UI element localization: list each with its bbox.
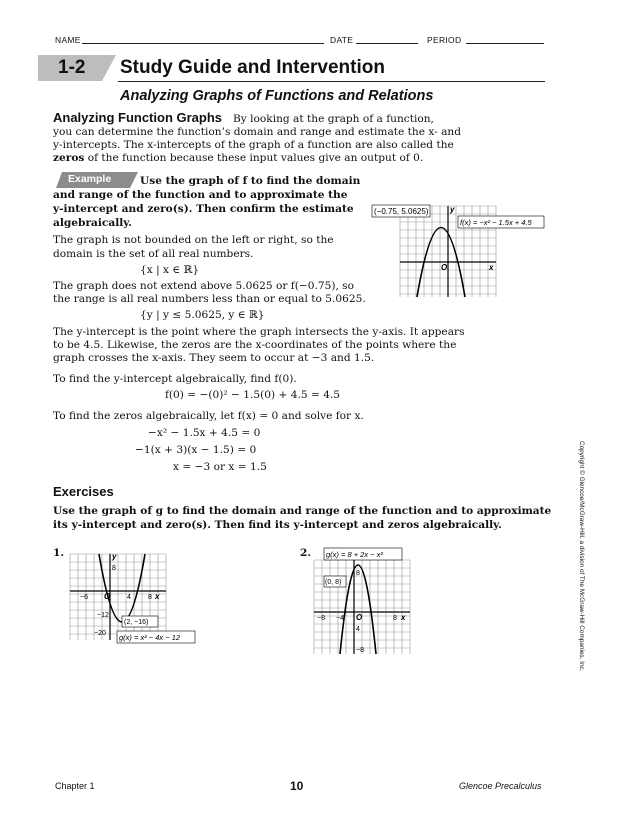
period-label: PERIOD [427, 35, 462, 45]
exercise-1-tick-4: 4 [127, 594, 131, 601]
exercise-1-y-label: y [112, 552, 117, 561]
page-title: Study Guide and Intervention [120, 57, 385, 78]
exercises-heading: Exercises [53, 484, 114, 499]
example-graph [370, 200, 546, 300]
example-x-axis-label: x [489, 263, 494, 272]
domain-text-line2: domain is the set of all real numbers. [53, 248, 254, 260]
date-line[interactable] [356, 43, 418, 44]
exercise-2-origin: O [356, 613, 363, 622]
period-line[interactable] [466, 43, 544, 44]
exercise-1-origin: O [104, 592, 111, 601]
example-prompt-line3: y-intercept and zero(s). Then confirm the estimate [53, 203, 354, 215]
range-text-line2: the range is all real numbers less than or equal to 5.0625. [53, 293, 366, 305]
name-label: NAME [55, 35, 81, 45]
range-set: {y | y ≤ 5.0625, y ∈ ℝ} [140, 309, 265, 321]
page-subtitle: Analyzing Graphs of Functions and Relations [120, 88, 434, 104]
footer-page-number: 10 [290, 779, 304, 793]
copyright-notice: Copyright © Glencoe/McGraw-Hill, a division of The McGraw-Hill Companies, Inc. [578, 441, 585, 672]
exercise-1-graph [64, 550, 204, 650]
exercise-1-tick-neg12: −12 [97, 612, 109, 619]
exercise-2-tick-8: 8 [356, 570, 360, 577]
intro-text-line3: y-intercepts. The x-intercepts of the graph of a function are also called the [53, 139, 454, 151]
exercise-1-func-label: g(x) = x² − 4x − 12 [119, 633, 181, 642]
section-heading-analyzing: Analyzing Function Graphs [53, 110, 223, 125]
exercise-2-tick-4: 4 [356, 626, 360, 633]
intercept-text-line2: to be 4.5. Likewise, the zeros are the x-coordinates of the points where the [53, 339, 457, 351]
domain-set: {x | x ∈ ℝ} [140, 264, 200, 276]
intro-text-line2: you can determine the function’s domain and range and estimate the x- and [53, 126, 462, 138]
example-prompt-line1: Use the graph of f to find the domain [140, 175, 361, 187]
exercise-2-tick-neg8: −8 [356, 647, 364, 654]
intro-text-line4-rest: of the function because these input values give an output of 0. [84, 152, 424, 164]
name-line[interactable] [82, 43, 324, 44]
exercise-1-number: 1. [53, 547, 65, 559]
exercise-2-tick-8x: 8 [393, 615, 397, 622]
example-origin-label: O [441, 263, 448, 272]
example-vertex-label: (−0.75, 5.0625) [374, 207, 429, 216]
intro-text-line4 [53, 152, 423, 165]
exercise-1-tick-8x: 8 [148, 594, 152, 601]
domain-text-line1: The graph is not bounded on the left or right, so the [53, 234, 334, 246]
exercises-instructions-line2: its y-intercept and zero(s). Then find its y-intercept and zeros algebraically. [53, 519, 502, 531]
example-prompt-line2: and range of the function and to approximate the [53, 189, 348, 201]
zeros-equation1: −x² − 1.5x + 4.5 = 0 [148, 427, 261, 439]
exercise-2-graph [310, 546, 430, 656]
exercise-1-tick-8: 8 [112, 565, 116, 572]
title-rule [118, 81, 545, 82]
date-label: DATE [330, 35, 354, 45]
example-badge: Example [68, 173, 112, 185]
exercises-instructions-line1: Use the graph of g to find the domain and range of the function and to approximate [53, 505, 552, 517]
example-y-axis-label: y [450, 205, 455, 214]
range-text-line1: The graph does not extend above 5.0625 or f(−0.75), so [53, 280, 355, 292]
footer-chapter: Chapter 1 [55, 781, 95, 791]
zeros-term: zeros [53, 152, 85, 164]
example-prompt-line4: algebraically. [53, 217, 132, 229]
footer-book-title: Glencoe Precalculus [459, 781, 542, 791]
exercise-2-grid [314, 560, 410, 654]
yint-intro: To find the y-intercept algebraically, find f(0). [53, 373, 297, 385]
exercise-1-tick-neg20: −20 [94, 630, 106, 637]
zeros-equation2: −1(x + 3)(x − 1.5) = 0 [135, 444, 257, 456]
example-func-label: f(x) = −x² − 1.5x + 4.5 [460, 218, 532, 227]
exercise-2-point-label: (0, 8) [325, 579, 342, 586]
intercept-text-line1: The y-intercept is the point where the graph intersects the y-axis. It appears [53, 326, 465, 338]
exercise-1-tick-neg6: −6 [80, 594, 88, 601]
zeros-equation3: x = −3 or x = 1.5 [173, 461, 267, 473]
exercise-2-tick-neg4: −4 [336, 615, 344, 622]
zeros-intro: To find the zeros algebraically, let f(x) = 0 and solve for x. [53, 410, 364, 422]
intercept-text-line3: graph crosses the x-axis. They seem to occur at −3 and 1.5. [53, 352, 375, 364]
exercise-1-x-label: x [155, 592, 160, 601]
exercise-1-point-label: (2, −16) [124, 619, 149, 626]
exercise-2-x-label: x [401, 613, 406, 622]
lesson-number: 1-2 [58, 57, 86, 78]
exercise-2-tick-neg8x: −8 [317, 615, 325, 622]
exercise-2-func-label: g(x) = 8 + 2x − x² [326, 550, 383, 559]
yint-equation: f(0) = −(0)² − 1.5(0) + 4.5 = 4.5 [165, 389, 341, 401]
exercise-2-number: 2. [300, 547, 312, 559]
intro-text-line1: By looking at the graph of a function, [233, 113, 434, 125]
